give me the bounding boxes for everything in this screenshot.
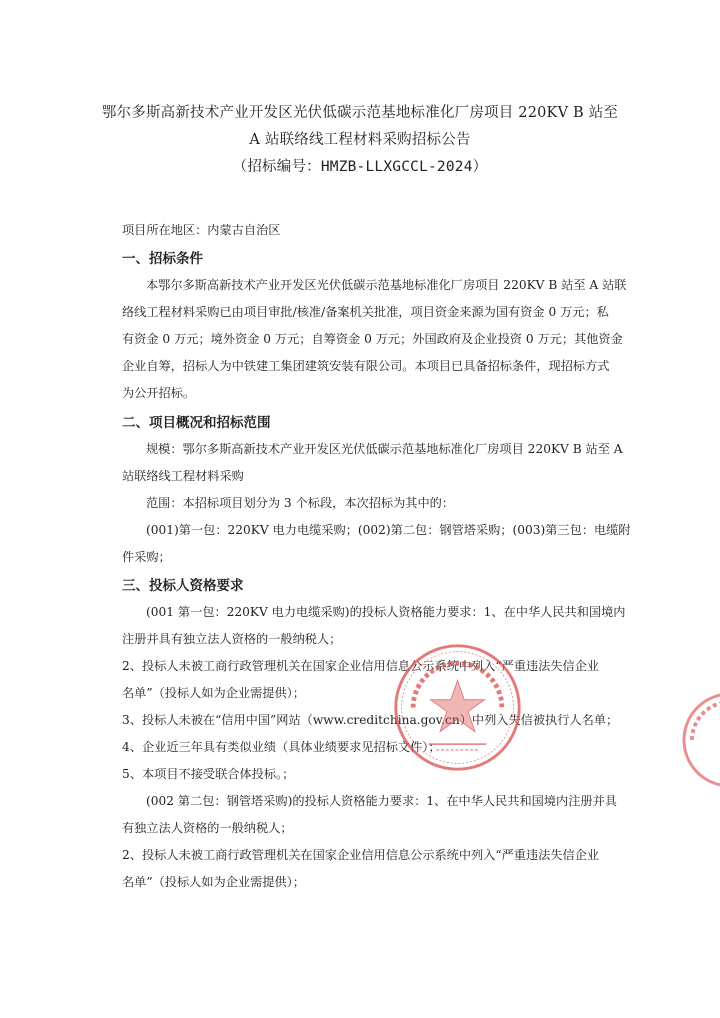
title-line-2: A 站联络线工程材料采购招标公告 — [249, 132, 471, 148]
section-heading-project-overview: 二、项目概况和招标范围 — [122, 415, 271, 431]
paragraph-line: 2、投标人未被工商行政管理机关在国家企业信用信息公示系统中列入“严重违法失信企业 — [122, 848, 600, 862]
paragraph-line: 件采购； — [122, 550, 171, 564]
paragraph-line: 本鄂尔多斯高新技术产业开发区光伏低碳示范基地标准化厂房项目 220KV B 站至 A 站联 — [146, 278, 627, 292]
paragraph-line: 名单”（投标人如为企业需提供）； — [122, 875, 305, 889]
paragraph-line: 2、投标人未被工商行政管理机关在国家企业信用信息公示系统中列入“严重违法失信企业 — [122, 659, 600, 673]
section-heading-qualifications: 三、投标人资格要求 — [122, 578, 244, 594]
paragraph-line: 名单”（投标人如为企业需提供）； — [122, 686, 305, 700]
paragraph-line: (001 第一包：220KV 电力电缆采购)的投标人资格能力要求：1、在中华人民共和国境内 — [146, 605, 626, 619]
tender-number: （招标编号：HMZB-LLXGCCL-2024） — [232, 159, 488, 175]
paragraph-line: 为公开招标。 — [122, 386, 196, 400]
paragraph-line: 4、企业近三年具有类似业绩（具体业绩要求见招标文件）； — [122, 740, 441, 754]
paragraph-line: 注册并具有独立法人资格的一般纳税人； — [122, 632, 342, 646]
paragraph-line: 站联络线工程材料采购 — [122, 469, 244, 483]
paragraph-line: (002 第二包：钢管塔采购)的投标人资格能力要求：1、在中华人民共和国境内注册并具 — [146, 794, 617, 808]
partial-seal-stamp — [680, 690, 720, 790]
paragraph-line: 3、投标人未被在“信用中国”网站（www.creditchina.gov.cn）中列入失信被执行人名单； — [122, 713, 619, 727]
company-seal-stamp — [390, 640, 525, 775]
section-heading-bidding-conditions: 一、招标条件 — [122, 251, 203, 267]
title-line-1: 鄂尔多斯高新技术产业开发区光伏低碳示范基地标准化厂房项目 220KV B 站至 — [101, 105, 619, 121]
paragraph-line: 有独立法人资格的一般纳税人； — [122, 821, 293, 835]
paragraph-line: 范围：本招标项目划分为 3 个标段，本次招标为其中的： — [146, 496, 455, 510]
paragraph-line: 5、本项目不接受联合体投标。； — [122, 767, 295, 781]
project-location: 项目所在地区：内蒙古自治区 — [122, 223, 281, 237]
document-title — [100, 100, 620, 181]
paragraph-line: 有资金 0 万元；境外资金 0 万元；自筹资金 0 万元；外国政府及企业投资 0 万元；其他资金 — [122, 332, 623, 346]
paragraph-line: 络线工程材料采购已由项目审批/核准/备案机关批准，项目资金来源为国有资金 0 万元；私 — [122, 305, 609, 319]
paragraph-line: 规模：鄂尔多斯高新技术产业开发区光伏低碳示范基地标准化厂房项目 220KV B 站至 A — [146, 442, 623, 456]
paragraph-line: (001)第一包：220KV 电力电缆采购；(002)第二包：钢管塔采购；(003)第三包：电缆附 — [146, 523, 631, 537]
paragraph-line: 企业自筹，招标人为中铁建工集团建筑安装有限公司。本项目已具备招标条件，现招标方式 — [122, 359, 610, 373]
